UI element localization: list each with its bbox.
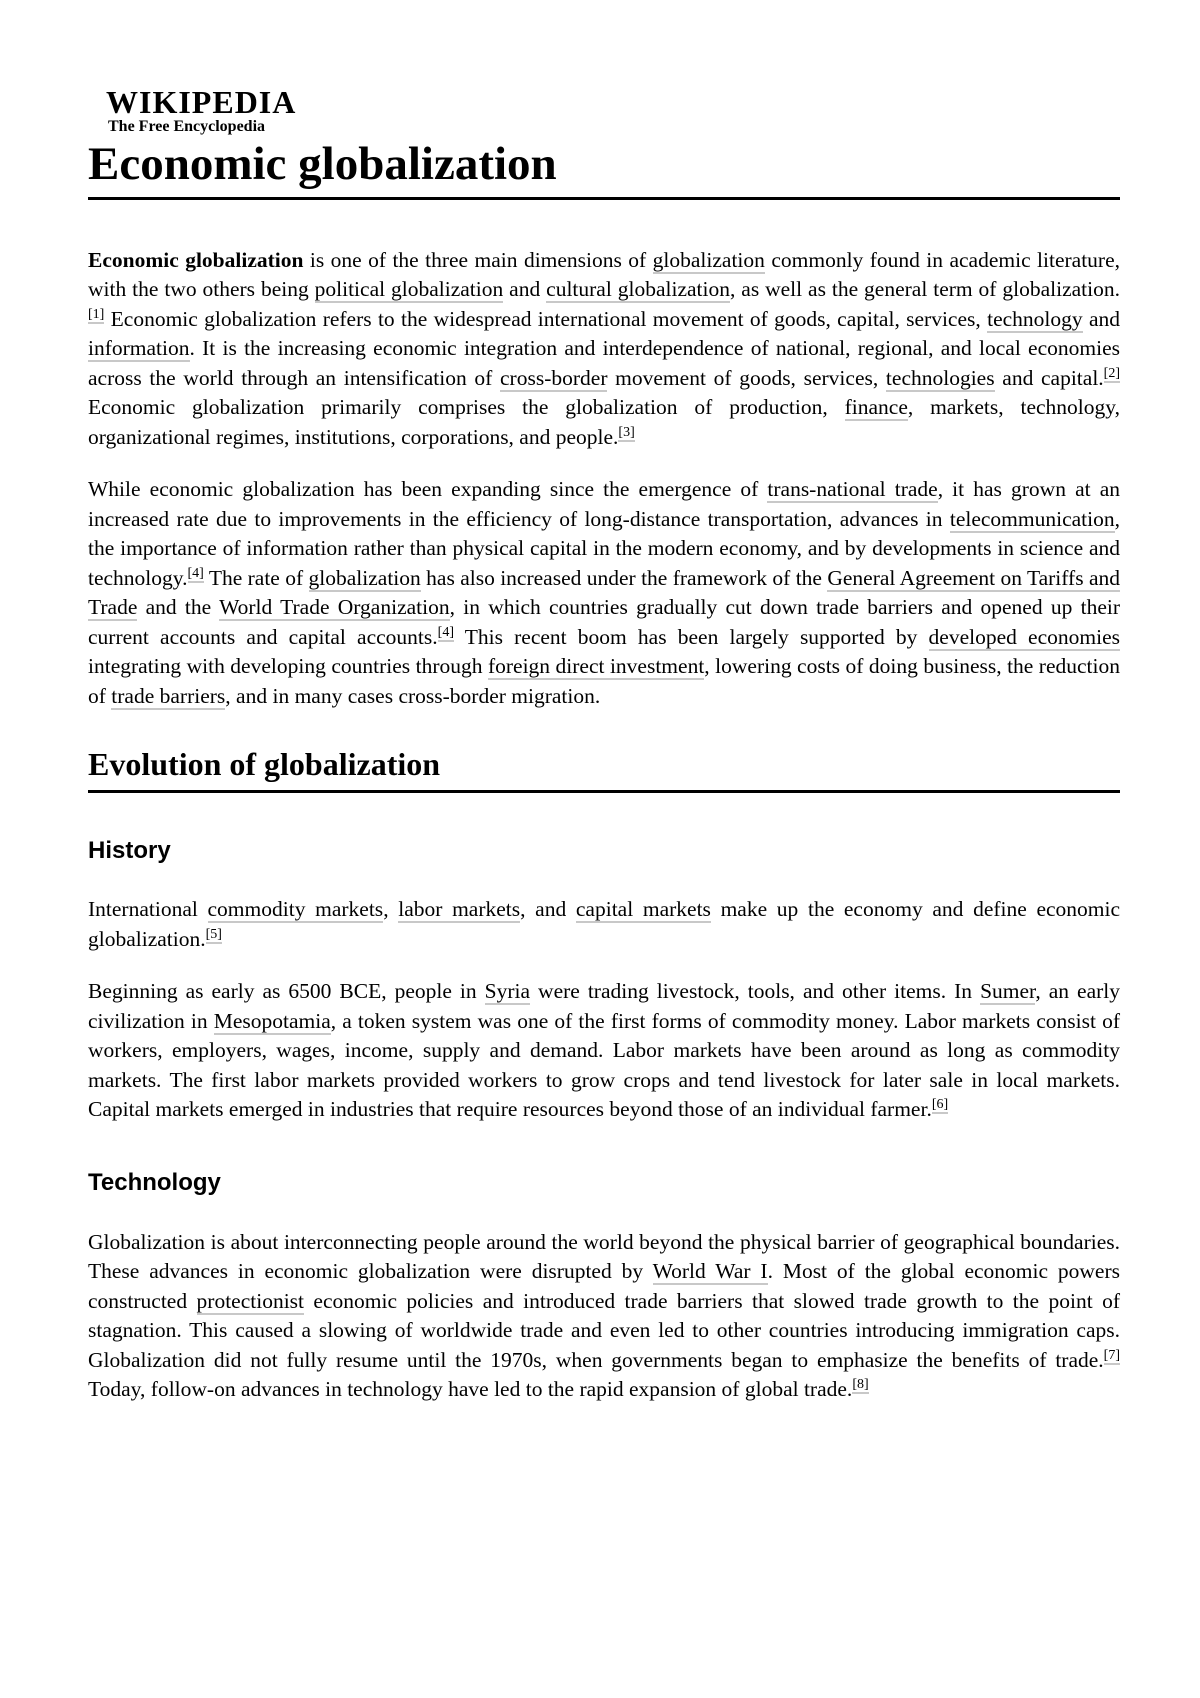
text: economic policies and introduced trade barriers that slowed trade growth to the point of stagnation. This caused a slowing of worldwide trade and even led to other countries introducing immigration caps. Globalization did not fully resume until the 1970s, when governments began to emphasize the benefits of trade. bbox=[88, 1288, 1120, 1372]
link-globalization-2[interactable]: globalization bbox=[308, 565, 421, 590]
link-trade-barriers[interactable]: trade barriers bbox=[111, 683, 226, 708]
text: , and bbox=[520, 897, 576, 922]
link-protectionist[interactable]: protectionist bbox=[196, 1288, 305, 1313]
text: Today, follow-on advances in technology have led to the rapid expansion of global trade. bbox=[88, 1377, 853, 1402]
citation-5[interactable]: [5] bbox=[205, 926, 222, 942]
history-paragraph-1 bbox=[88, 895, 1120, 954]
link-mesopotamia[interactable]: Mesopotamia bbox=[213, 1008, 331, 1033]
text: , as well as the general term of globalization. bbox=[729, 277, 1120, 302]
text: and the bbox=[137, 595, 220, 620]
intro-paragraph-2 bbox=[88, 475, 1120, 711]
text: , a token system was one of the first forms of commodity money. Labor markets consist of workers, employers, wages, income, supply and demand. Labor markets have been around as long as commodity markets. The first labor markets provided workers to grow crops and tend livestock for later sale in local markets. Capital markets emerged in industries that require resources beyond those of an individual farmer. bbox=[88, 1008, 1120, 1122]
text: , lowering costs of doing business, the reduction of bbox=[88, 654, 1121, 708]
citation-6[interactable]: [6] bbox=[931, 1097, 949, 1113]
intro-paragraph-1 bbox=[88, 246, 1120, 453]
text: , markets, technology, organizational regimes, institutions, corporations, and people. bbox=[88, 395, 1120, 449]
technology-paragraph-1 bbox=[88, 1228, 1120, 1405]
text: and bbox=[1082, 306, 1121, 331]
text: were trading livestock, tools, and other items. In bbox=[530, 979, 981, 1004]
link-telecommunication[interactable]: telecommunication bbox=[949, 506, 1115, 531]
text: Economic globalization primarily comprises the globalization of production, bbox=[88, 395, 845, 420]
text: commonly found in academic literature, with the two others being bbox=[88, 247, 1120, 302]
citation-7[interactable]: [7] bbox=[1103, 1347, 1120, 1363]
text: This recent boom has been largely supported by bbox=[453, 624, 929, 649]
logo-wordmark: WIKIPEDIA bbox=[106, 84, 297, 120]
text: International bbox=[88, 897, 208, 922]
text: integrating with developing countries through bbox=[88, 654, 488, 679]
text: Globalization is about interconnecting people around the world beyond the physical barrier of geographical boundaries. These advances in economic globalization were disrupted by bbox=[88, 1229, 1120, 1284]
citation-4[interactable]: [4] bbox=[187, 565, 204, 581]
text: , it has grown at an increased rate due to improvements in the efficiency of long-distance transportation, advances in bbox=[88, 477, 1120, 531]
link-developed-economies[interactable]: developed economies bbox=[928, 624, 1120, 649]
link-cultural-globalization[interactable]: cultural globalization bbox=[546, 277, 730, 302]
link-world-war-i[interactable]: World War I bbox=[652, 1259, 768, 1284]
text: While economic globalization has been expanding since the emergence of bbox=[88, 477, 768, 502]
text: Beginning as early as 6500 BCE, people in bbox=[88, 979, 485, 1004]
link-information[interactable]: information bbox=[88, 336, 190, 361]
bold-term: Economic globalization bbox=[88, 247, 304, 272]
link-foreign-direct-investment[interactable]: foreign direct investment bbox=[487, 654, 705, 679]
link-cross-border[interactable]: cross-border bbox=[500, 365, 608, 390]
text: make up the economy and define economic globalization. bbox=[88, 897, 1121, 951]
link-sumer[interactable]: Sumer bbox=[980, 979, 1036, 1004]
article bbox=[88, 86, 1120, 1405]
page-title: Economic globalization bbox=[88, 135, 1120, 200]
link-technologies[interactable]: technologies bbox=[885, 365, 995, 390]
text: is one of the three main dimensions of bbox=[303, 247, 653, 272]
text: , bbox=[383, 897, 399, 922]
citation-2[interactable]: [2] bbox=[1103, 365, 1120, 381]
citation-4b[interactable]: [4] bbox=[437, 624, 454, 640]
link-syria[interactable]: Syria bbox=[484, 979, 531, 1004]
text: , an early civilization in bbox=[88, 979, 1120, 1033]
text: . Most of the global economic powers constructed bbox=[88, 1259, 1120, 1313]
subsection-heading-history: History bbox=[88, 836, 171, 864]
logo-tagline: The Free Encyclopedia bbox=[108, 118, 266, 135]
link-globalization[interactable]: globalization bbox=[652, 247, 765, 272]
link-finance[interactable]: finance bbox=[844, 395, 908, 420]
text: and bbox=[503, 277, 547, 302]
link-political-globalization[interactable]: political globalization bbox=[314, 277, 504, 302]
text: , and in many cases cross-border migration. bbox=[225, 683, 601, 708]
text: movement of goods, services, bbox=[607, 365, 886, 390]
link-labor-markets[interactable]: labor markets bbox=[398, 897, 521, 922]
citation-3[interactable]: [3] bbox=[618, 424, 635, 440]
wikipedia-logo[interactable] bbox=[106, 86, 1120, 135]
text: Economic globalization refers to the widespread international movement of goods, capital, services, bbox=[104, 306, 988, 331]
text: and capital. bbox=[994, 365, 1104, 390]
text: , in which countries gradually cut down trade barriers and opened up their current accounts and capital accounts. bbox=[88, 595, 1120, 649]
link-gatt[interactable]: General Agreement on Tariffs and Trade bbox=[88, 565, 1120, 620]
text: has also increased under the framework of the bbox=[420, 565, 828, 590]
link-wto[interactable]: World Trade Organization bbox=[219, 595, 450, 620]
citation-8[interactable]: [8] bbox=[852, 1377, 869, 1393]
link-trans-national-trade[interactable]: trans-national trade bbox=[767, 477, 938, 502]
citation-1[interactable]: [1] bbox=[88, 306, 105, 322]
text: The rate of bbox=[203, 565, 309, 590]
link-capital-markets[interactable]: capital markets bbox=[575, 897, 711, 922]
history-paragraph-2 bbox=[88, 977, 1120, 1125]
text: , the importance of information rather than physical capital in the modern economy, and by developments in science and technology. bbox=[88, 506, 1120, 590]
subsection-heading-technology: Technology bbox=[88, 1168, 221, 1196]
link-technology[interactable]: technology bbox=[987, 306, 1083, 331]
text: . It is the increasing economic integration and interdependence of national, regional, and local economies across the world through an intensification of bbox=[88, 336, 1120, 390]
link-commodity-markets[interactable]: commodity markets bbox=[207, 897, 384, 922]
section-heading-evolution: Evolution of globalization bbox=[88, 745, 1120, 792]
